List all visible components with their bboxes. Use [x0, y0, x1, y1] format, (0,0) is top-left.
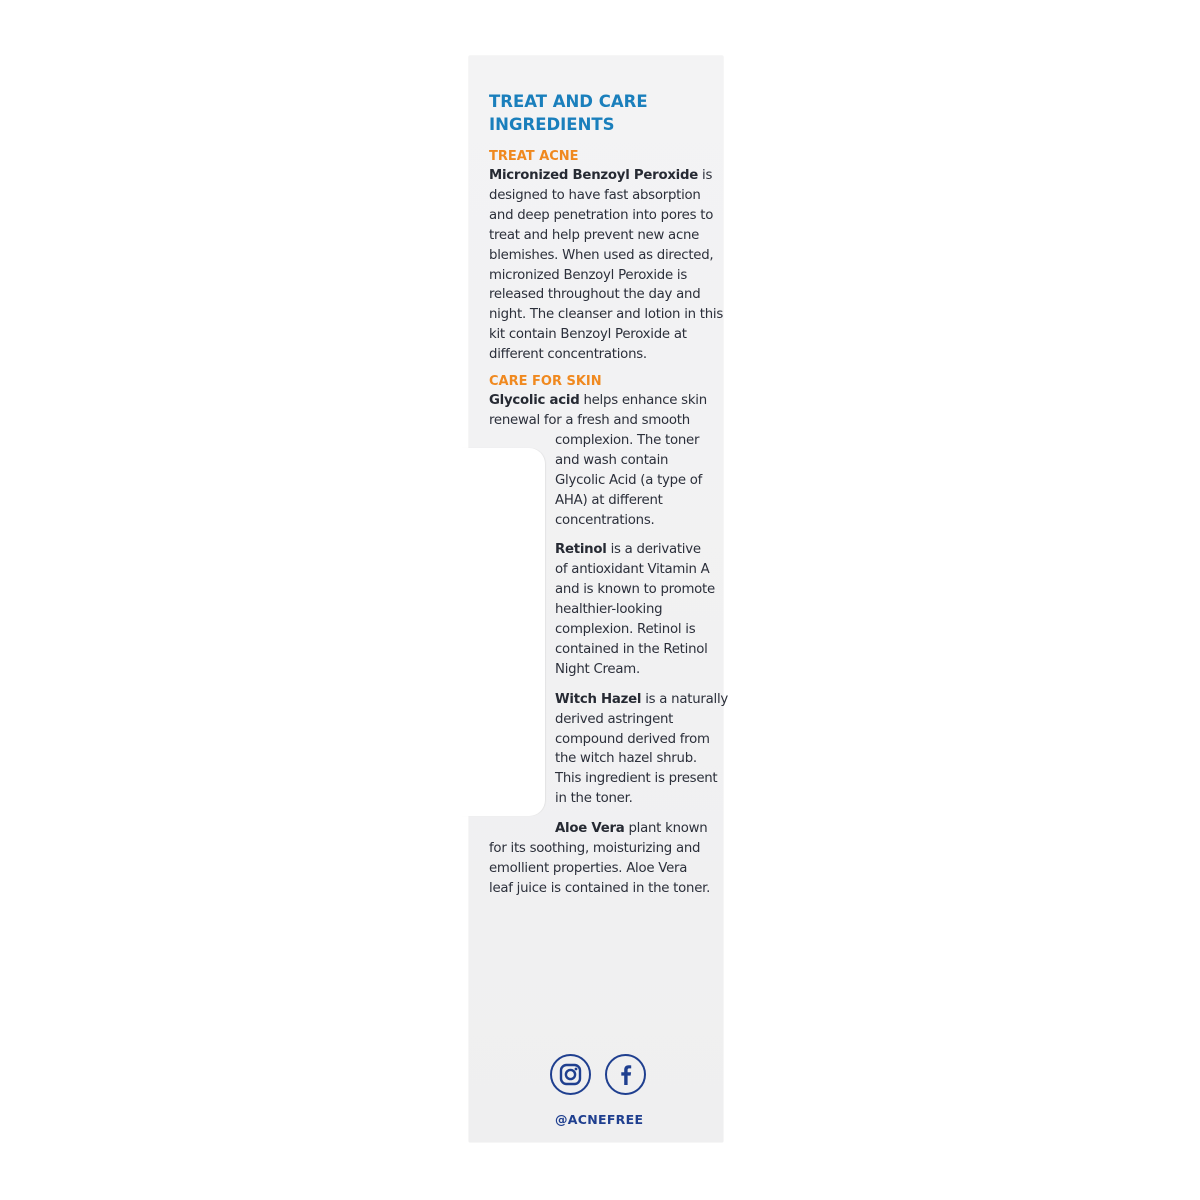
text-line: blemishes. When used as directed, — [489, 247, 714, 263]
glycolic-acid-text — [489, 391, 729, 530]
section-title — [489, 90, 729, 136]
text-line: renewal for a fresh and smooth — [489, 412, 690, 428]
treat-acne-heading: TREAT ACNE — [489, 149, 579, 164]
section-title-line: TREAT AND CARE — [489, 92, 648, 111]
text-line: complexion. The toner — [555, 432, 700, 448]
text-line: of antioxidant Vitamin A — [555, 562, 710, 578]
text-line: derived astringent — [555, 711, 674, 727]
text-line: micronized Benzoyl Peroxide is — [489, 267, 688, 283]
text-line: different concentrations. — [489, 347, 647, 363]
ingredient-name: Witch Hazel — [555, 691, 642, 707]
text-line: compound derived from — [555, 731, 710, 747]
text-line: AHA) at different — [555, 492, 663, 508]
text-line: This ingredient is present — [555, 771, 718, 787]
text-line: healthier-looking — [555, 602, 663, 618]
text-line: for its soothing, moisturizing and — [489, 841, 701, 857]
retinol-text — [489, 540, 729, 679]
text-line: Aloe Vera plant known — [555, 821, 708, 837]
instagram-icon[interactable] — [550, 1054, 591, 1095]
text-line: Night Cream. — [555, 661, 640, 677]
text-line: concentrations. — [555, 512, 655, 528]
social-icons — [550, 1054, 650, 1102]
text-line: Glycolic Acid (a type of — [555, 472, 703, 488]
text-line: and is known to promote — [555, 582, 715, 598]
text-line: and deep penetration into pores to — [489, 207, 714, 223]
text-line: kit contain Benzoyl Peroxide at — [489, 327, 687, 343]
text-line: leaf juice is contained in the toner. — [489, 880, 711, 896]
ingredient-name: Aloe Vera — [555, 821, 625, 837]
text-line: released throughout the day and — [489, 287, 701, 303]
aloe-vera-text — [489, 819, 729, 899]
text-line: treat and help prevent new acne — [489, 227, 700, 243]
text-line: in the toner. — [555, 791, 633, 807]
care-for-skin-heading: CARE FOR SKIN — [489, 374, 602, 390]
text-line: emollient properties. Aloe Vera — [489, 861, 688, 876]
text-line: complexion. Retinol is — [555, 622, 696, 638]
text-line: contained in the Retinol — [555, 641, 708, 657]
ingredient-name: Micronized Benzoyl Peroxide — [489, 168, 699, 183]
text-line: the witch hazel shrub. — [555, 751, 697, 767]
text-line: and wash contain — [555, 452, 669, 468]
witch-hazel-text — [489, 690, 729, 809]
text-line: Glycolic acid helps enhance skin — [489, 393, 707, 409]
text-line: night. The cleanser and lotion in this — [489, 307, 724, 323]
facebook-icon[interactable] — [605, 1054, 646, 1095]
ingredient-name: Retinol — [555, 542, 607, 558]
text-line: Retinol is a derivative — [555, 542, 701, 558]
benzoyl-peroxide-text — [489, 166, 729, 365]
ingredient-name: Glycolic acid — [489, 393, 580, 409]
section-title-line: INGREDIENTS — [489, 115, 615, 134]
text-line: Micronized Benzoyl Peroxide is — [489, 168, 713, 183]
social-handle[interactable]: @ACNEFREE — [555, 1112, 644, 1127]
text-line: designed to have fast absorption — [489, 187, 701, 203]
text-line: Witch Hazel is a naturally — [555, 691, 729, 707]
ingredients-section — [489, 90, 729, 899]
